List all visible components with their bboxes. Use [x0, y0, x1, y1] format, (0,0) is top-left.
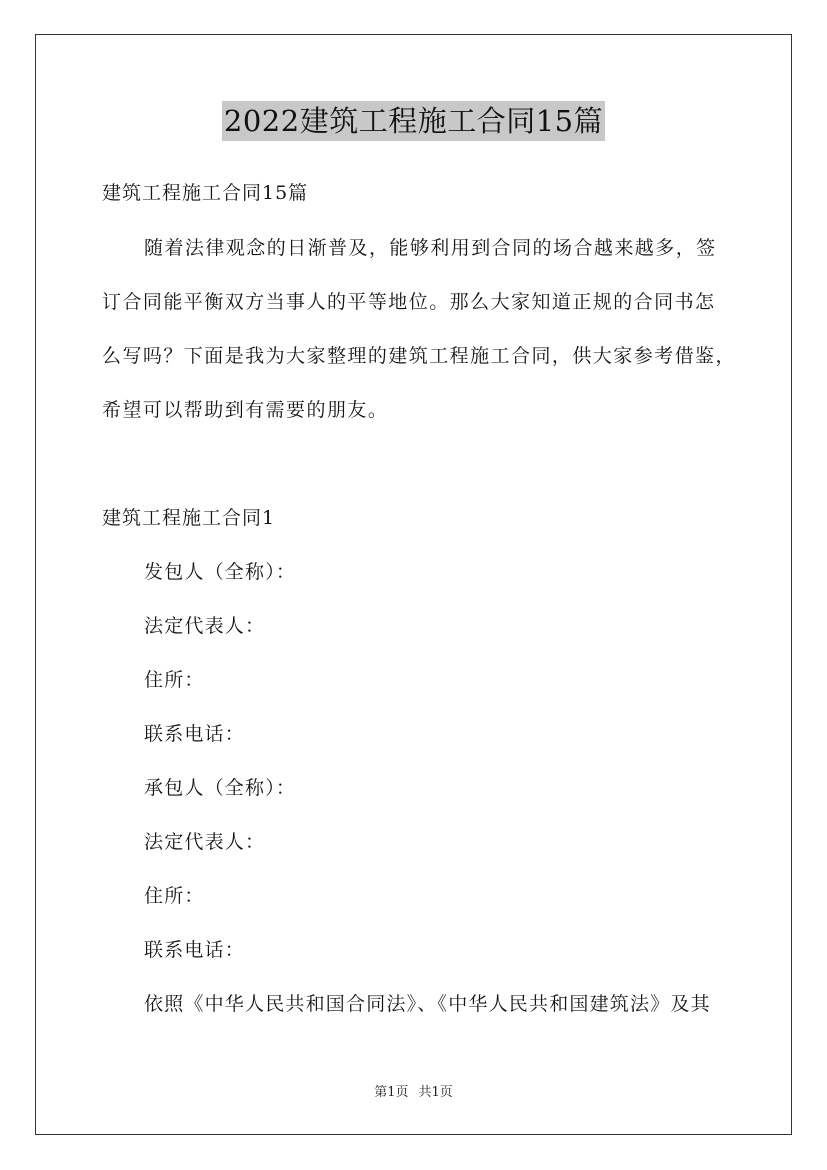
field-contractor-phone: 联系电话： [144, 939, 246, 961]
intro-line: 订合同能平衡双方当事人的平等地位。那么大家知道正规的合同书怎 [102, 291, 716, 313]
field-employer-name: 发包人（全称）： [144, 561, 297, 583]
field-employer-address: 住所： [144, 669, 205, 691]
body-text-line: 依照《中华人民共和国合同法》、《中华人民共和国建筑法》及其 [144, 993, 711, 1015]
intro-line: 随着法律观念的日渐普及，能够利用到合同的场合越来越多，签 [144, 237, 717, 259]
field-contractor-representative: 法定代表人： [144, 831, 266, 853]
intro-line: 希望可以帮助到有需要的朋友。 [102, 399, 389, 421]
field-employer-representative: 法定代表人： [144, 615, 266, 637]
title-container [0, 101, 827, 141]
page-footer [0, 1084, 827, 1102]
field-contractor-address: 住所： [144, 885, 205, 907]
intro-line: 么写吗？下面是我为大家整理的建筑工程施工合同，供大家参考借鉴， [102, 345, 736, 367]
field-contractor-name: 承包人（全称）： [144, 777, 297, 799]
page-total: 共1页 [418, 1085, 453, 1100]
document-subtitle: 建筑工程施工合同15篇 [102, 182, 309, 204]
document-title: 2022建筑工程施工合同15篇 [222, 101, 605, 141]
section-heading: 建筑工程施工合同1 [102, 507, 276, 529]
field-employer-phone: 联系电话： [144, 723, 246, 745]
page-number: 第1页 [374, 1085, 409, 1100]
